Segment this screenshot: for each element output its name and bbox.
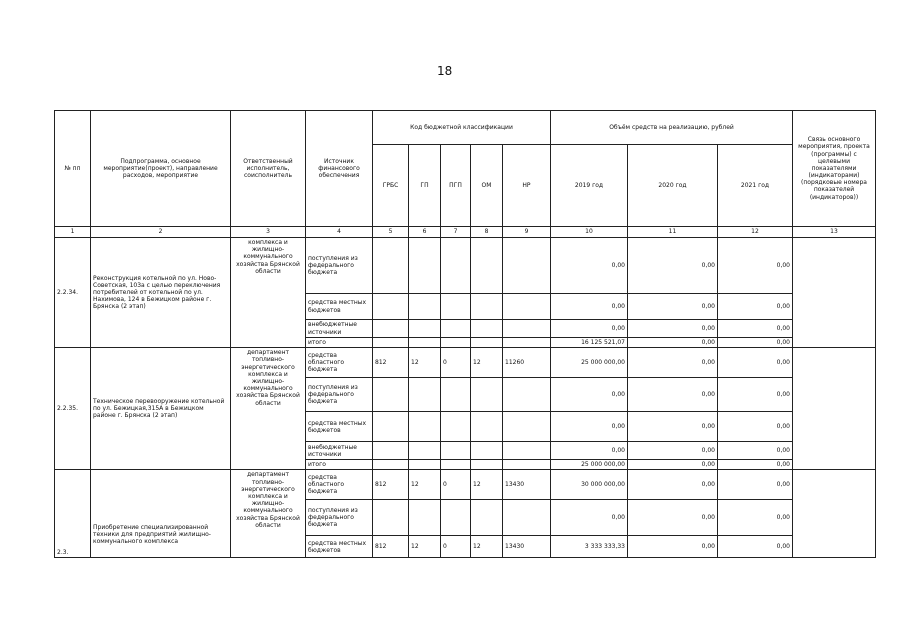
source-label: средства областного бюджета bbox=[306, 470, 373, 500]
value-2021: 0,00 bbox=[718, 320, 793, 338]
value-2020: 0,00 bbox=[628, 238, 718, 294]
total-2020: 0,00 bbox=[628, 338, 718, 348]
value-2021: 0,00 bbox=[718, 470, 793, 500]
total-2021: 0,00 bbox=[718, 338, 793, 348]
header-2021: 2021 год bbox=[718, 145, 793, 227]
value-2019: 0,00 bbox=[551, 320, 628, 338]
table-row bbox=[55, 348, 876, 378]
value-2020: 0,00 bbox=[628, 442, 718, 460]
source-label: внебюджетные источники bbox=[306, 320, 373, 338]
col-index: 7 bbox=[441, 227, 471, 238]
code-np: 11260 bbox=[503, 348, 551, 378]
value-2019: 0,00 bbox=[551, 238, 628, 294]
value-2019: 0,00 bbox=[551, 378, 628, 412]
source-label: поступления из федерального бюджета bbox=[306, 500, 373, 536]
value-2020: 0,00 bbox=[628, 412, 718, 442]
value-2021: 0,00 bbox=[718, 412, 793, 442]
header-source: Источник финансового обеспечения bbox=[306, 111, 373, 227]
total-2019: 25 000 000,00 bbox=[551, 460, 628, 470]
col-index: 9 bbox=[503, 227, 551, 238]
source-label: средства местных бюджетов bbox=[306, 294, 373, 320]
value-2021: 0,00 bbox=[718, 536, 793, 558]
col-index: 6 bbox=[409, 227, 441, 238]
row-name: Приобретение специализированной техники для предприятий жилищно-коммунального комплекса bbox=[91, 470, 231, 558]
header-grbs: ГРБС bbox=[373, 145, 409, 227]
table-row bbox=[55, 238, 876, 294]
value-2019: 0,00 bbox=[551, 500, 628, 536]
value-2019: 0,00 bbox=[551, 412, 628, 442]
col-index: 4 bbox=[306, 227, 373, 238]
value-2020: 0,00 bbox=[628, 378, 718, 412]
code-np: 13430 bbox=[503, 470, 551, 500]
header-pgp: ПГП bbox=[441, 145, 471, 227]
row-number: 2.2.34. bbox=[55, 238, 91, 348]
column-index-row bbox=[55, 227, 876, 238]
header-executor: Ответственный исполнитель, соисполнитель bbox=[231, 111, 306, 227]
code-pgp: 0 bbox=[441, 536, 471, 558]
header-subprogram: Подпрограмма, основное мероприятие(проект), направление расходов, мероприятие bbox=[91, 111, 231, 227]
row-executor: департамент топливно-энергетического комплекса и жилищно-коммунального хозяйства Брянской области bbox=[231, 348, 306, 470]
budget-table bbox=[54, 110, 876, 558]
row-number: 2.2.35. bbox=[55, 348, 91, 470]
source-label: поступления из федерального бюджета bbox=[306, 378, 373, 412]
value-2020: 0,00 bbox=[628, 320, 718, 338]
value-2020: 0,00 bbox=[628, 348, 718, 378]
source-label: внебюджетные источники bbox=[306, 442, 373, 460]
page-number: 18 bbox=[437, 64, 453, 78]
code-grbs: 812 bbox=[373, 470, 409, 500]
code-pgp: 0 bbox=[441, 348, 471, 378]
col-index: 2 bbox=[91, 227, 231, 238]
code-om: 12 bbox=[471, 348, 503, 378]
header-link: Связь основного мероприятия, проекта (программы) с целевыми показателями (индикаторами) (порядковые номера показателей (индикаторов)) bbox=[793, 111, 876, 227]
value-2020: 0,00 bbox=[628, 470, 718, 500]
value-2020: 0,00 bbox=[628, 500, 718, 536]
row-executor: комплекса и жилищно-коммунального хозяйства Брянской области bbox=[231, 238, 306, 348]
source-label: средства местных бюджетов bbox=[306, 412, 373, 442]
total-2020: 0,00 bbox=[628, 460, 718, 470]
source-label: средства областного бюджета bbox=[306, 348, 373, 378]
source-label: средства местных бюджетов bbox=[306, 536, 373, 558]
total-2019: 16 125 521,07 bbox=[551, 338, 628, 348]
code-gp: 12 bbox=[409, 348, 441, 378]
code-grbs: 812 bbox=[373, 536, 409, 558]
total-2021: 0,00 bbox=[718, 460, 793, 470]
value-2021: 0,00 bbox=[718, 238, 793, 294]
code-pgp: 0 bbox=[441, 470, 471, 500]
header-2019: 2019 год bbox=[551, 145, 628, 227]
code-grbs: 812 bbox=[373, 348, 409, 378]
value-2021: 0,00 bbox=[718, 442, 793, 460]
header-num: № пп bbox=[55, 111, 91, 227]
value-2021: 0,00 bbox=[718, 348, 793, 378]
col-index: 11 bbox=[628, 227, 718, 238]
header-gp: ГП bbox=[409, 145, 441, 227]
value-2019: 0,00 bbox=[551, 294, 628, 320]
code-om: 12 bbox=[471, 470, 503, 500]
row-name: Техническое перевооружение котельной по ул. Бежицкая,315А в Бежицком районе г. Брянска (2 этап) bbox=[91, 348, 231, 470]
row-executor: департамент топливно-энергетического комплекса и жилищно-коммунального хозяйства Брянской области bbox=[231, 470, 306, 558]
value-2021: 0,00 bbox=[718, 294, 793, 320]
col-index: 12 bbox=[718, 227, 793, 238]
col-index: 3 bbox=[231, 227, 306, 238]
col-index: 13 bbox=[793, 227, 876, 238]
col-index: 8 bbox=[471, 227, 503, 238]
header-om: ОМ bbox=[471, 145, 503, 227]
value-2021: 0,00 bbox=[718, 378, 793, 412]
code-gp: 12 bbox=[409, 470, 441, 500]
code-gp: 12 bbox=[409, 536, 441, 558]
header-kbk: Код бюджетной классификации bbox=[373, 111, 551, 145]
col-index: 10 bbox=[551, 227, 628, 238]
value-2019: 30 000 000,00 bbox=[551, 470, 628, 500]
value-2019: 25 000 000,00 bbox=[551, 348, 628, 378]
col-index: 1 bbox=[55, 227, 91, 238]
header-2020: 2020 год bbox=[628, 145, 718, 227]
value-2019: 3 333 333,33 bbox=[551, 536, 628, 558]
total-label: итого bbox=[306, 460, 373, 470]
header-np: НР bbox=[503, 145, 551, 227]
row-name: Реконструкция котельной по ул. Ново-Советская, 103а с целью переключения потребителей от котельной по ул. Нахимова, 124 в Бежицком районе г. Брянска (2 этап) bbox=[91, 238, 231, 348]
header-volume: Объём средств на реализацию, рублей bbox=[551, 111, 793, 145]
total-label: итого bbox=[306, 338, 373, 348]
code-np: 13430 bbox=[503, 536, 551, 558]
table-row bbox=[55, 470, 876, 500]
value-2020: 0,00 bbox=[628, 294, 718, 320]
value-2021: 0,00 bbox=[718, 500, 793, 536]
value-2019: 0,00 bbox=[551, 442, 628, 460]
code-om: 12 bbox=[471, 536, 503, 558]
value-2020: 0,00 bbox=[628, 536, 718, 558]
col-index: 5 bbox=[373, 227, 409, 238]
row-number: 2.3. bbox=[55, 470, 91, 558]
source-label: поступления из федерального бюджета bbox=[306, 238, 373, 294]
